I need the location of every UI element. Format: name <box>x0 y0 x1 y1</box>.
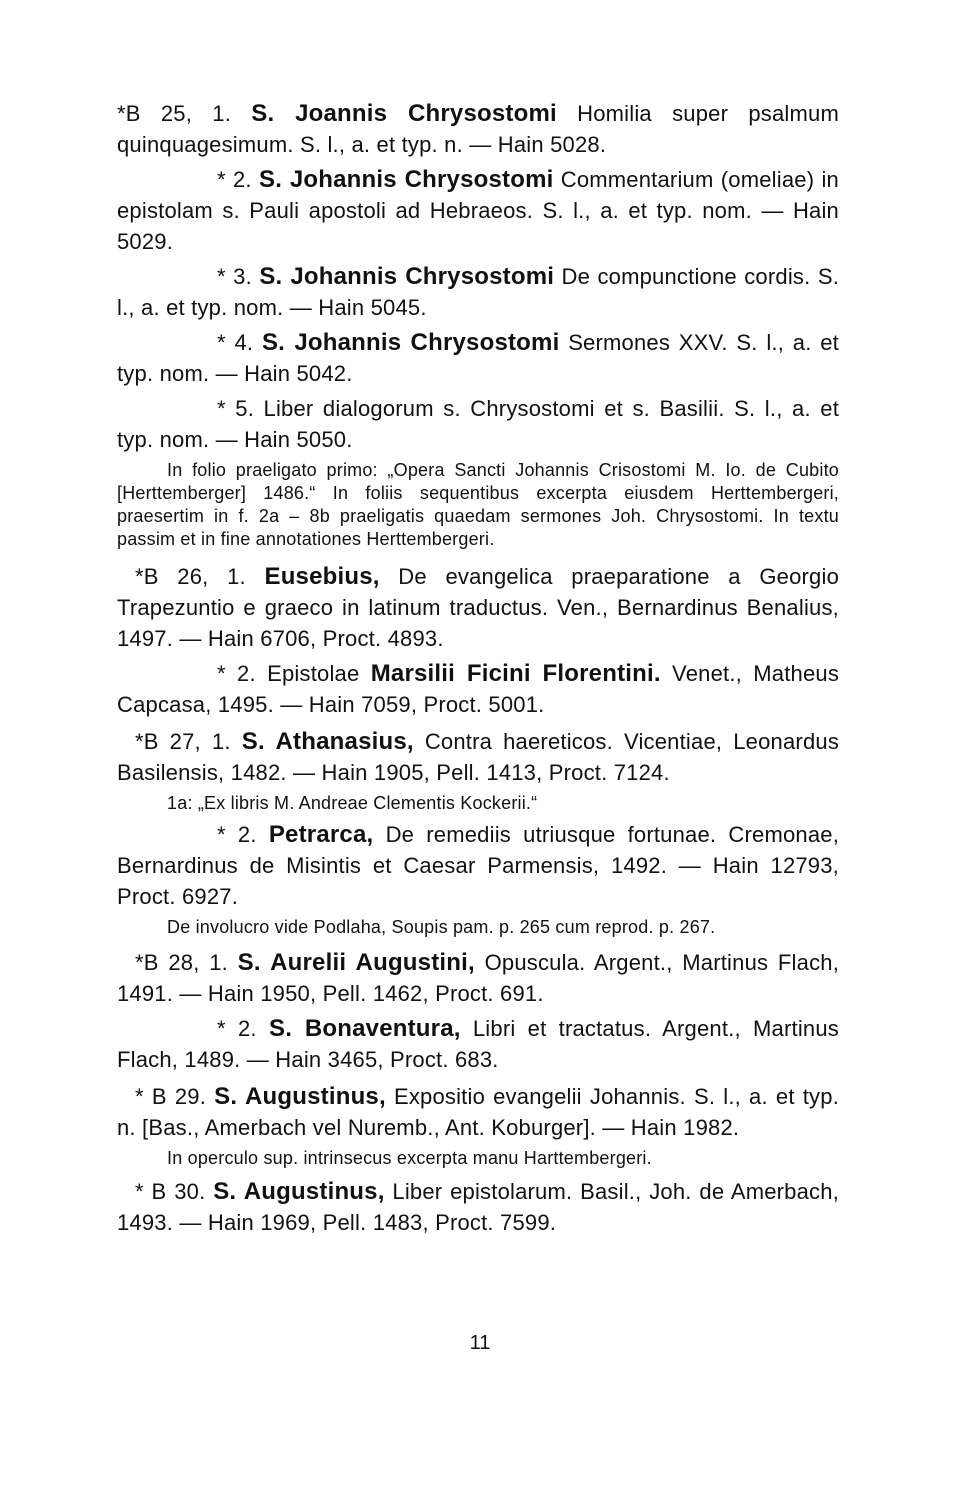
entry-mark: * 4. <box>217 330 254 355</box>
entry-b25-2 <box>117 164 839 257</box>
entry-mark: *B 25, 1. <box>117 101 232 126</box>
entry-mark: * 2. <box>217 822 257 847</box>
entry-author: Petrarca, <box>268 821 374 848</box>
entry-b25-4 <box>117 327 839 389</box>
entry-author: S. Bonaventura, <box>268 1015 461 1042</box>
entry-b28-2 <box>117 1013 839 1075</box>
entry-author: S. Johannis Chrysostomi <box>258 166 554 193</box>
entry-b26-2 <box>117 658 839 720</box>
entry-b28-1 <box>117 947 839 1009</box>
entry-text: Liber dialogorum s. Chrysostomi et s. Basilii. S. l., a. et typ. nom. — Hain 5050. <box>117 396 840 452</box>
note-b29: In operculo sup. intrinsecus excerpta manu Harttembergeri. <box>167 1148 652 1168</box>
entry-mark: * B 30. <box>135 1179 206 1204</box>
entry-mark: * 5. <box>217 396 255 421</box>
entry-text: Libri et tractatus. Argent., Martinus Flach, 1489. — Hain 3465, Proct. 683. <box>117 1016 839 1072</box>
entry-mark: * 2. <box>217 167 252 192</box>
entry-pre: Epistolae <box>267 661 360 686</box>
entry-text: Expositio evangelii Johannis. S. l., a. et typ. n. [Bas., Amerbach vel Nuremb., Ant. Koburger]. — Hain 1982. <box>117 1084 840 1140</box>
entry-mark: *B 27, 1. <box>135 729 231 754</box>
entry-b25-1 <box>117 98 839 160</box>
entry-b25-5 <box>117 393 839 455</box>
catalog-page <box>117 98 839 1238</box>
note-b27-1: 1a: „Ex libris M. Andreae Clementis Kockerii.“ <box>167 793 538 813</box>
entry-b27-1 <box>117 726 839 788</box>
entry-author: S. Athanasius, <box>241 728 414 755</box>
entry-b26-1 <box>117 561 839 654</box>
entry-text: Commentarium (omeliae) in epistolam s. Pauli apostoli ad Hebraeos. S. l., a. et typ. nom. — Hain 5029. <box>117 167 839 254</box>
entry-author: S. Aurelii Augustini, <box>237 949 475 976</box>
entry-mark: * 2. <box>217 661 256 686</box>
entry-text: Opuscula. Argent., Martinus Flach, 1491. — Hain 1950, Pell. 1462, Proct. 691. <box>117 950 840 1006</box>
entry-author: S. Augustinus, <box>213 1178 385 1205</box>
page-number: 11 <box>469 1332 491 1354</box>
entry-mark: * 3. <box>217 264 252 289</box>
entry-text: De remediis utriusque fortunae. Cremonae, Bernardinus de Misintis et Caesar Parmensis, 1492. — Hain 12793, Proct. 6927. <box>117 822 840 909</box>
entry-text: Sermones XXV. S. l., a. et typ. nom. — Hain 5042. <box>117 330 839 386</box>
note-b27-2: De involucro vide Podlaha, Soupis pam. p. 265 cum reprod. p. 267. <box>167 917 716 937</box>
note-b25: In folio praeligato primo: „Opera Sancti Johannis Crisostomi M. Io. de Cubito [Herttemberger] 1486.“ In foliis sequentibus excerpta eiusdem Herttembergeri, praesertim in f. 2a – 8b praeligatis quaedam sermones Joh. Chrysostomi. In textu passim et in fine annotationes Herttembergeri. <box>117 460 839 549</box>
entry-mark: *B 26, 1. <box>135 564 246 589</box>
entry-text: De evangelica praeparatione a Georgio Trapezuntio e graeco in latinum traductus. Ven., Bernardinus Benalius, 1497. — Hain 6706, Proct. 4893. <box>117 564 840 651</box>
entry-author: S. Johannis Chrysostomi <box>259 263 555 290</box>
entry-b29 <box>117 1081 839 1143</box>
entry-author: Eusebius, <box>264 563 380 590</box>
entry-text: De compunctione cordis. S. l., a. et typ. nom. — Hain 5045. <box>117 264 840 320</box>
entry-b27-2 <box>117 819 839 912</box>
entry-b30 <box>117 1176 839 1238</box>
entry-mark: * 2. <box>217 1016 257 1041</box>
entry-author: S. Joannis Chrysostomi <box>251 100 557 127</box>
entry-text: Homilia super psalmum quinquagesimum. S. l., a. et typ. n. — Hain 5028. <box>117 101 839 157</box>
entry-text: Liber epistolarum. Basil., Joh. de Amerbach, 1493. — Hain 1969, Pell. 1483, Proct. 7599. <box>117 1179 840 1235</box>
entry-b25-3 <box>117 261 839 323</box>
entry-text: Venet., Matheus Capcasa, 1495. — Hain 7059, Proct. 5001. <box>117 661 840 717</box>
entry-mark: * B 29. <box>135 1084 207 1109</box>
entry-author: S. Augustinus, <box>214 1083 386 1110</box>
entry-author: Marsilii Ficini Florentini. <box>370 660 661 687</box>
entry-author: S. Johannis Chrysostomi <box>261 329 560 356</box>
entry-mark: *B 28, 1. <box>135 950 228 975</box>
entry-text: Contra haereticos. Vicentiae, Leonardus Basilensis, 1482. — Hain 1905, Pell. 1413, Proct. 7124. <box>117 729 840 785</box>
